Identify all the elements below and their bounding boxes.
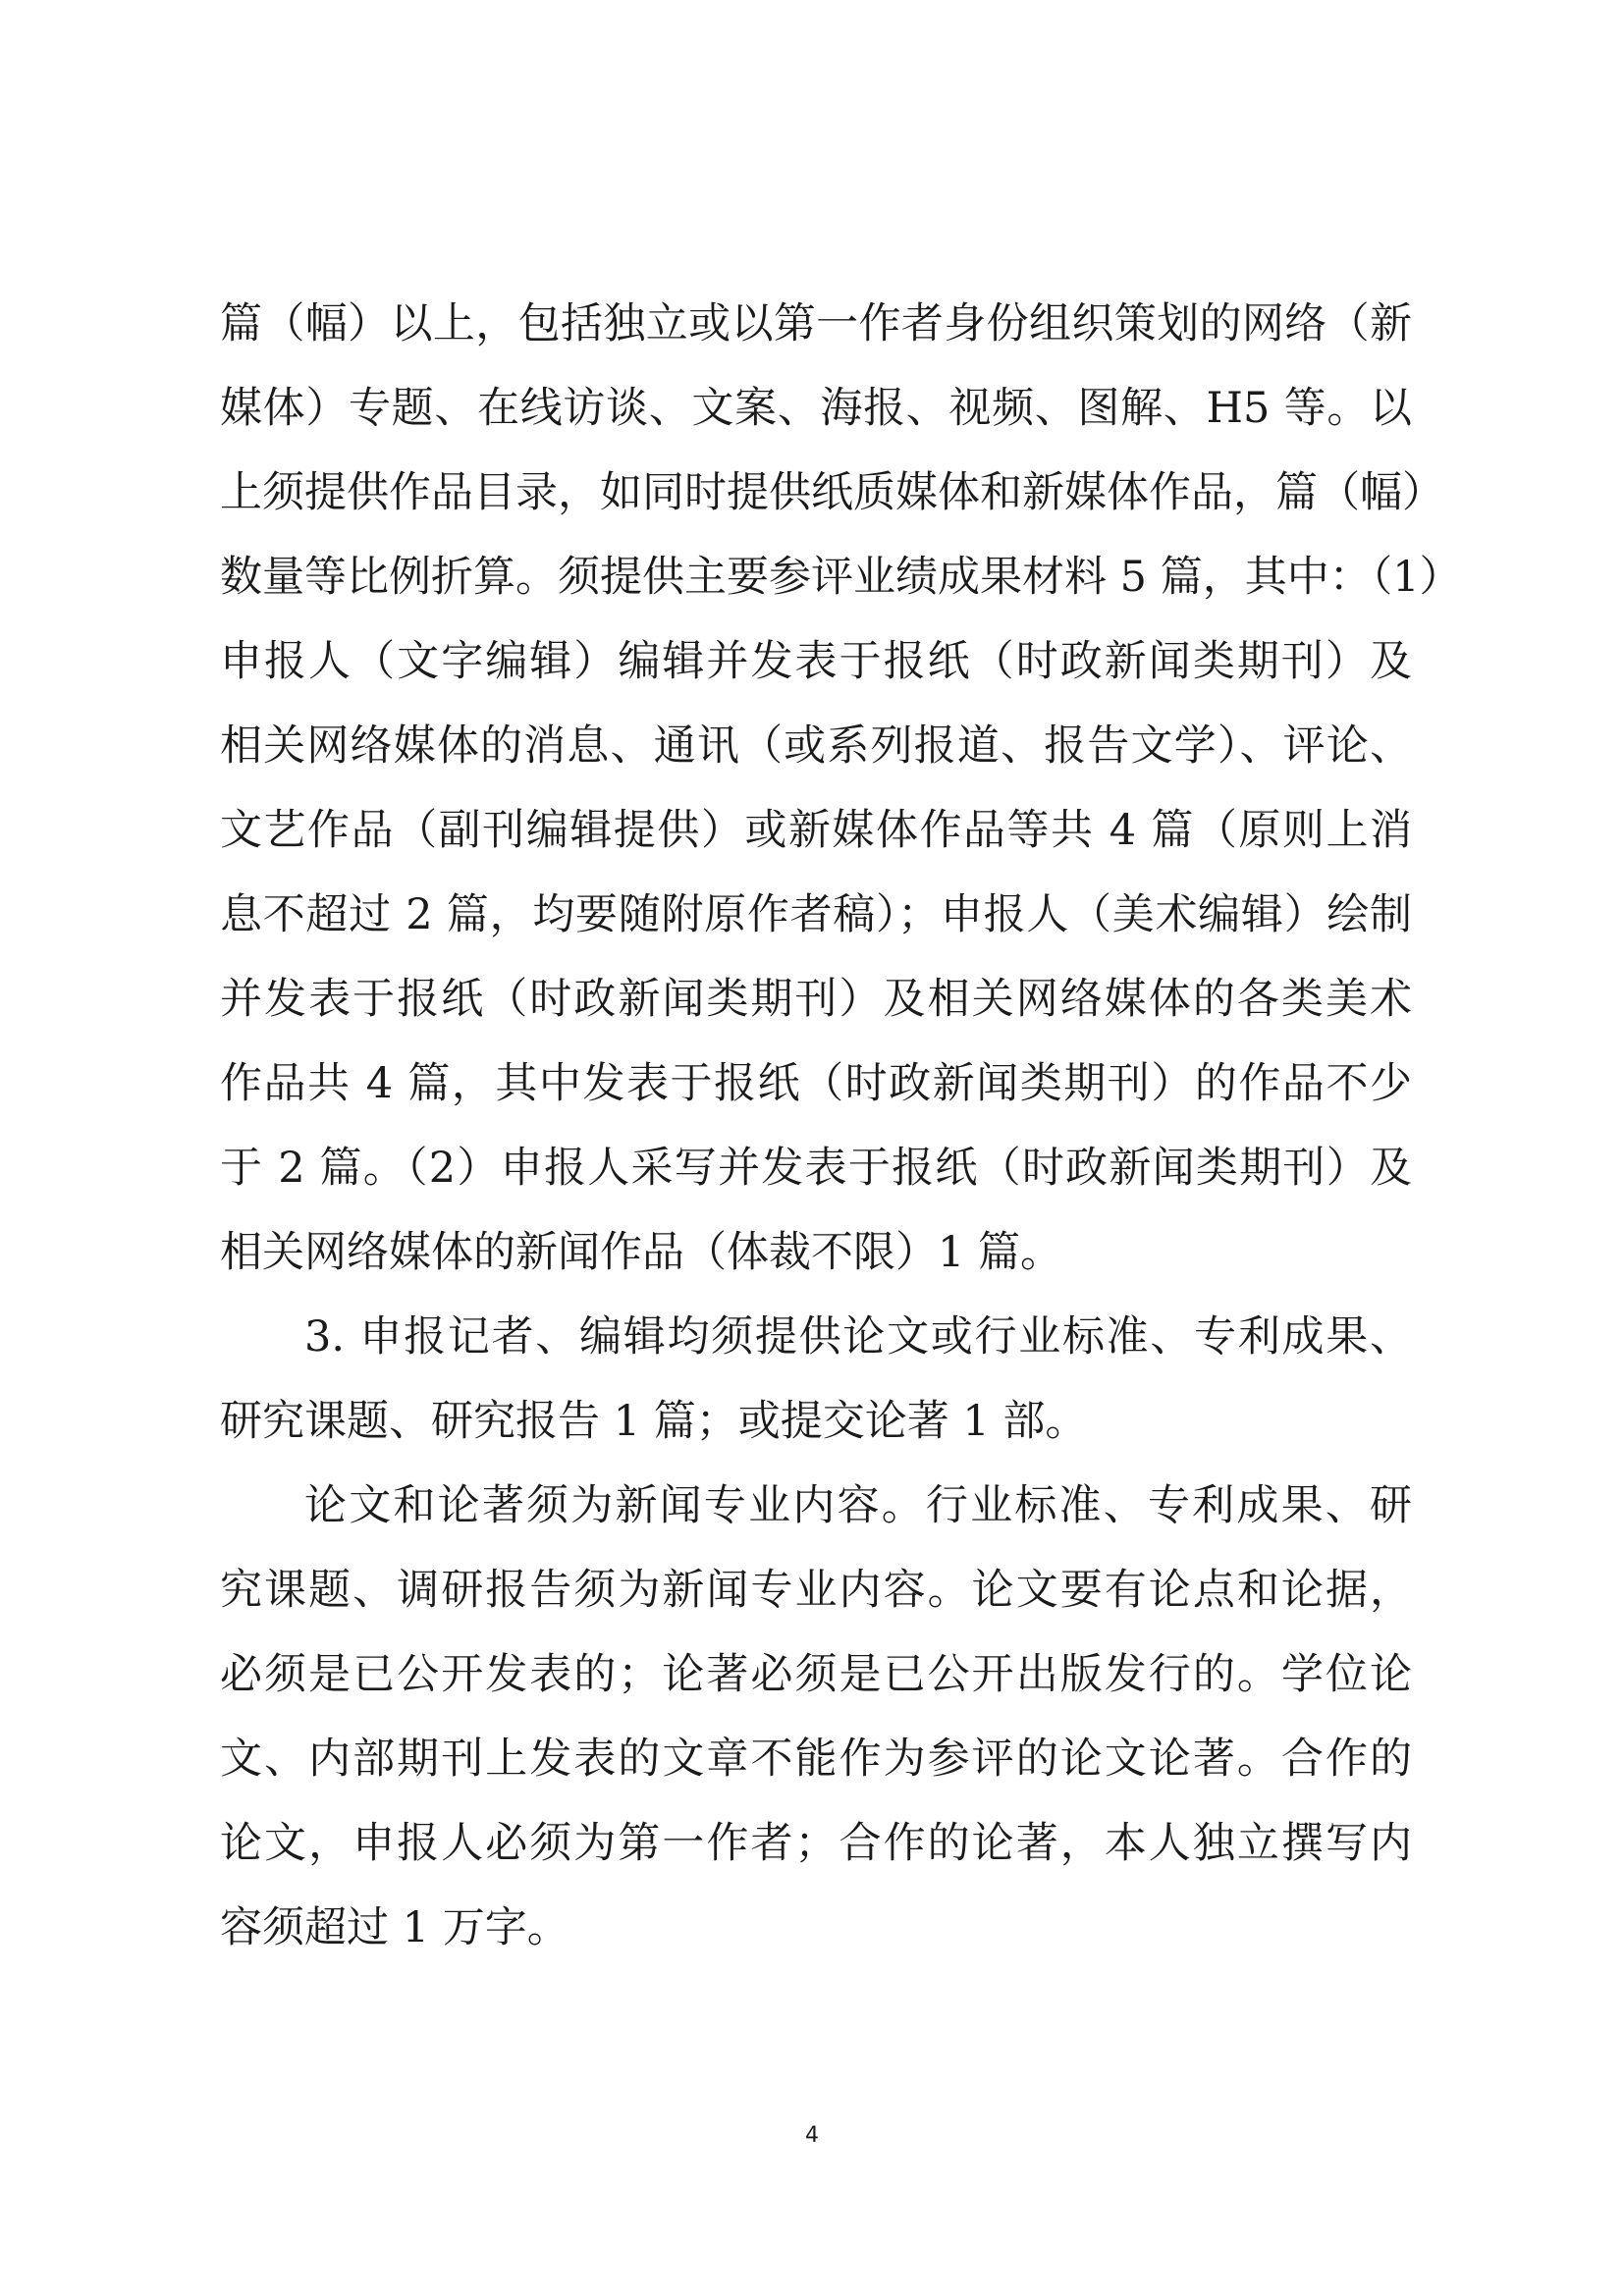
text-line: 上须提供作品目录，如同时提供纸质媒体和新媒体作品，篇（幅）	[220, 468, 1444, 517]
text-line: 于 2 篇。（2）申报人采写并发表于报纸（时政新闻类期刊）及	[220, 1144, 1412, 1193]
text-line: 媒体）专题、在线访谈、文案、海报、视频、图解、H5 等。以	[220, 384, 1412, 433]
text-line: 论文，申报人必须为第一作者；合作的论著，本人独立撰写内	[220, 1819, 1412, 1868]
text-line: 并发表于报纸（时政新闻类期刊）及相关网络媒体的各类美术	[220, 975, 1412, 1024]
text-line: 必须是已公开发表的；论著必须是已公开出版发行的。学位论	[220, 1650, 1412, 1699]
text-line: 相关网络媒体的新闻作品（体裁不限）1 篇。	[220, 1228, 1063, 1277]
text-line: 数量等比例折算。须提供主要参评业绩成果材料 5 篇，其中：（1）	[220, 553, 1462, 602]
text-line: 容须超过 1 万字。	[220, 1903, 569, 1952]
text-line: 作品共 4 篇，其中发表于报纸（时政新闻类期刊）的作品不少	[220, 1059, 1412, 1108]
text-line: 文艺作品（副刊编辑提供）或新媒体作品等共 4 篇（原则上消	[220, 806, 1412, 855]
text-line: 究课题、调研报告须为新闻专业内容。论文要有论点和论据，	[220, 1566, 1412, 1615]
text-line: 研究课题、研究报告 1 篇；或提交论著 1 部。	[220, 1397, 1088, 1446]
text-line: 3. 申报记者、编辑均须提供论文或行业标准、专利成果、	[304, 1312, 1412, 1362]
text-line: 息不超过 2 篇，均要随附原作者稿）；申报人（美术编辑）绘制	[220, 890, 1412, 939]
text-line: 篇（幅）以上，包括独立或以第一作者身份组织策划的网络（新	[220, 299, 1412, 348]
text-line: 论文和论著须为新闻专业内容。行业标准、专利成果、研	[304, 1481, 1412, 1530]
text-line: 文、内部期刊上发表的文章不能作为参评的论文论著。合作的	[220, 1735, 1412, 1784]
text-line: 相关网络媒体的消息、通讯（或系列报道、报告文学）、评论、	[220, 721, 1412, 771]
text-line: 申报人（文字编辑）编辑并发表于报纸（时政新闻类期刊）及	[220, 637, 1412, 686]
page-number: 4	[805, 2123, 819, 2148]
